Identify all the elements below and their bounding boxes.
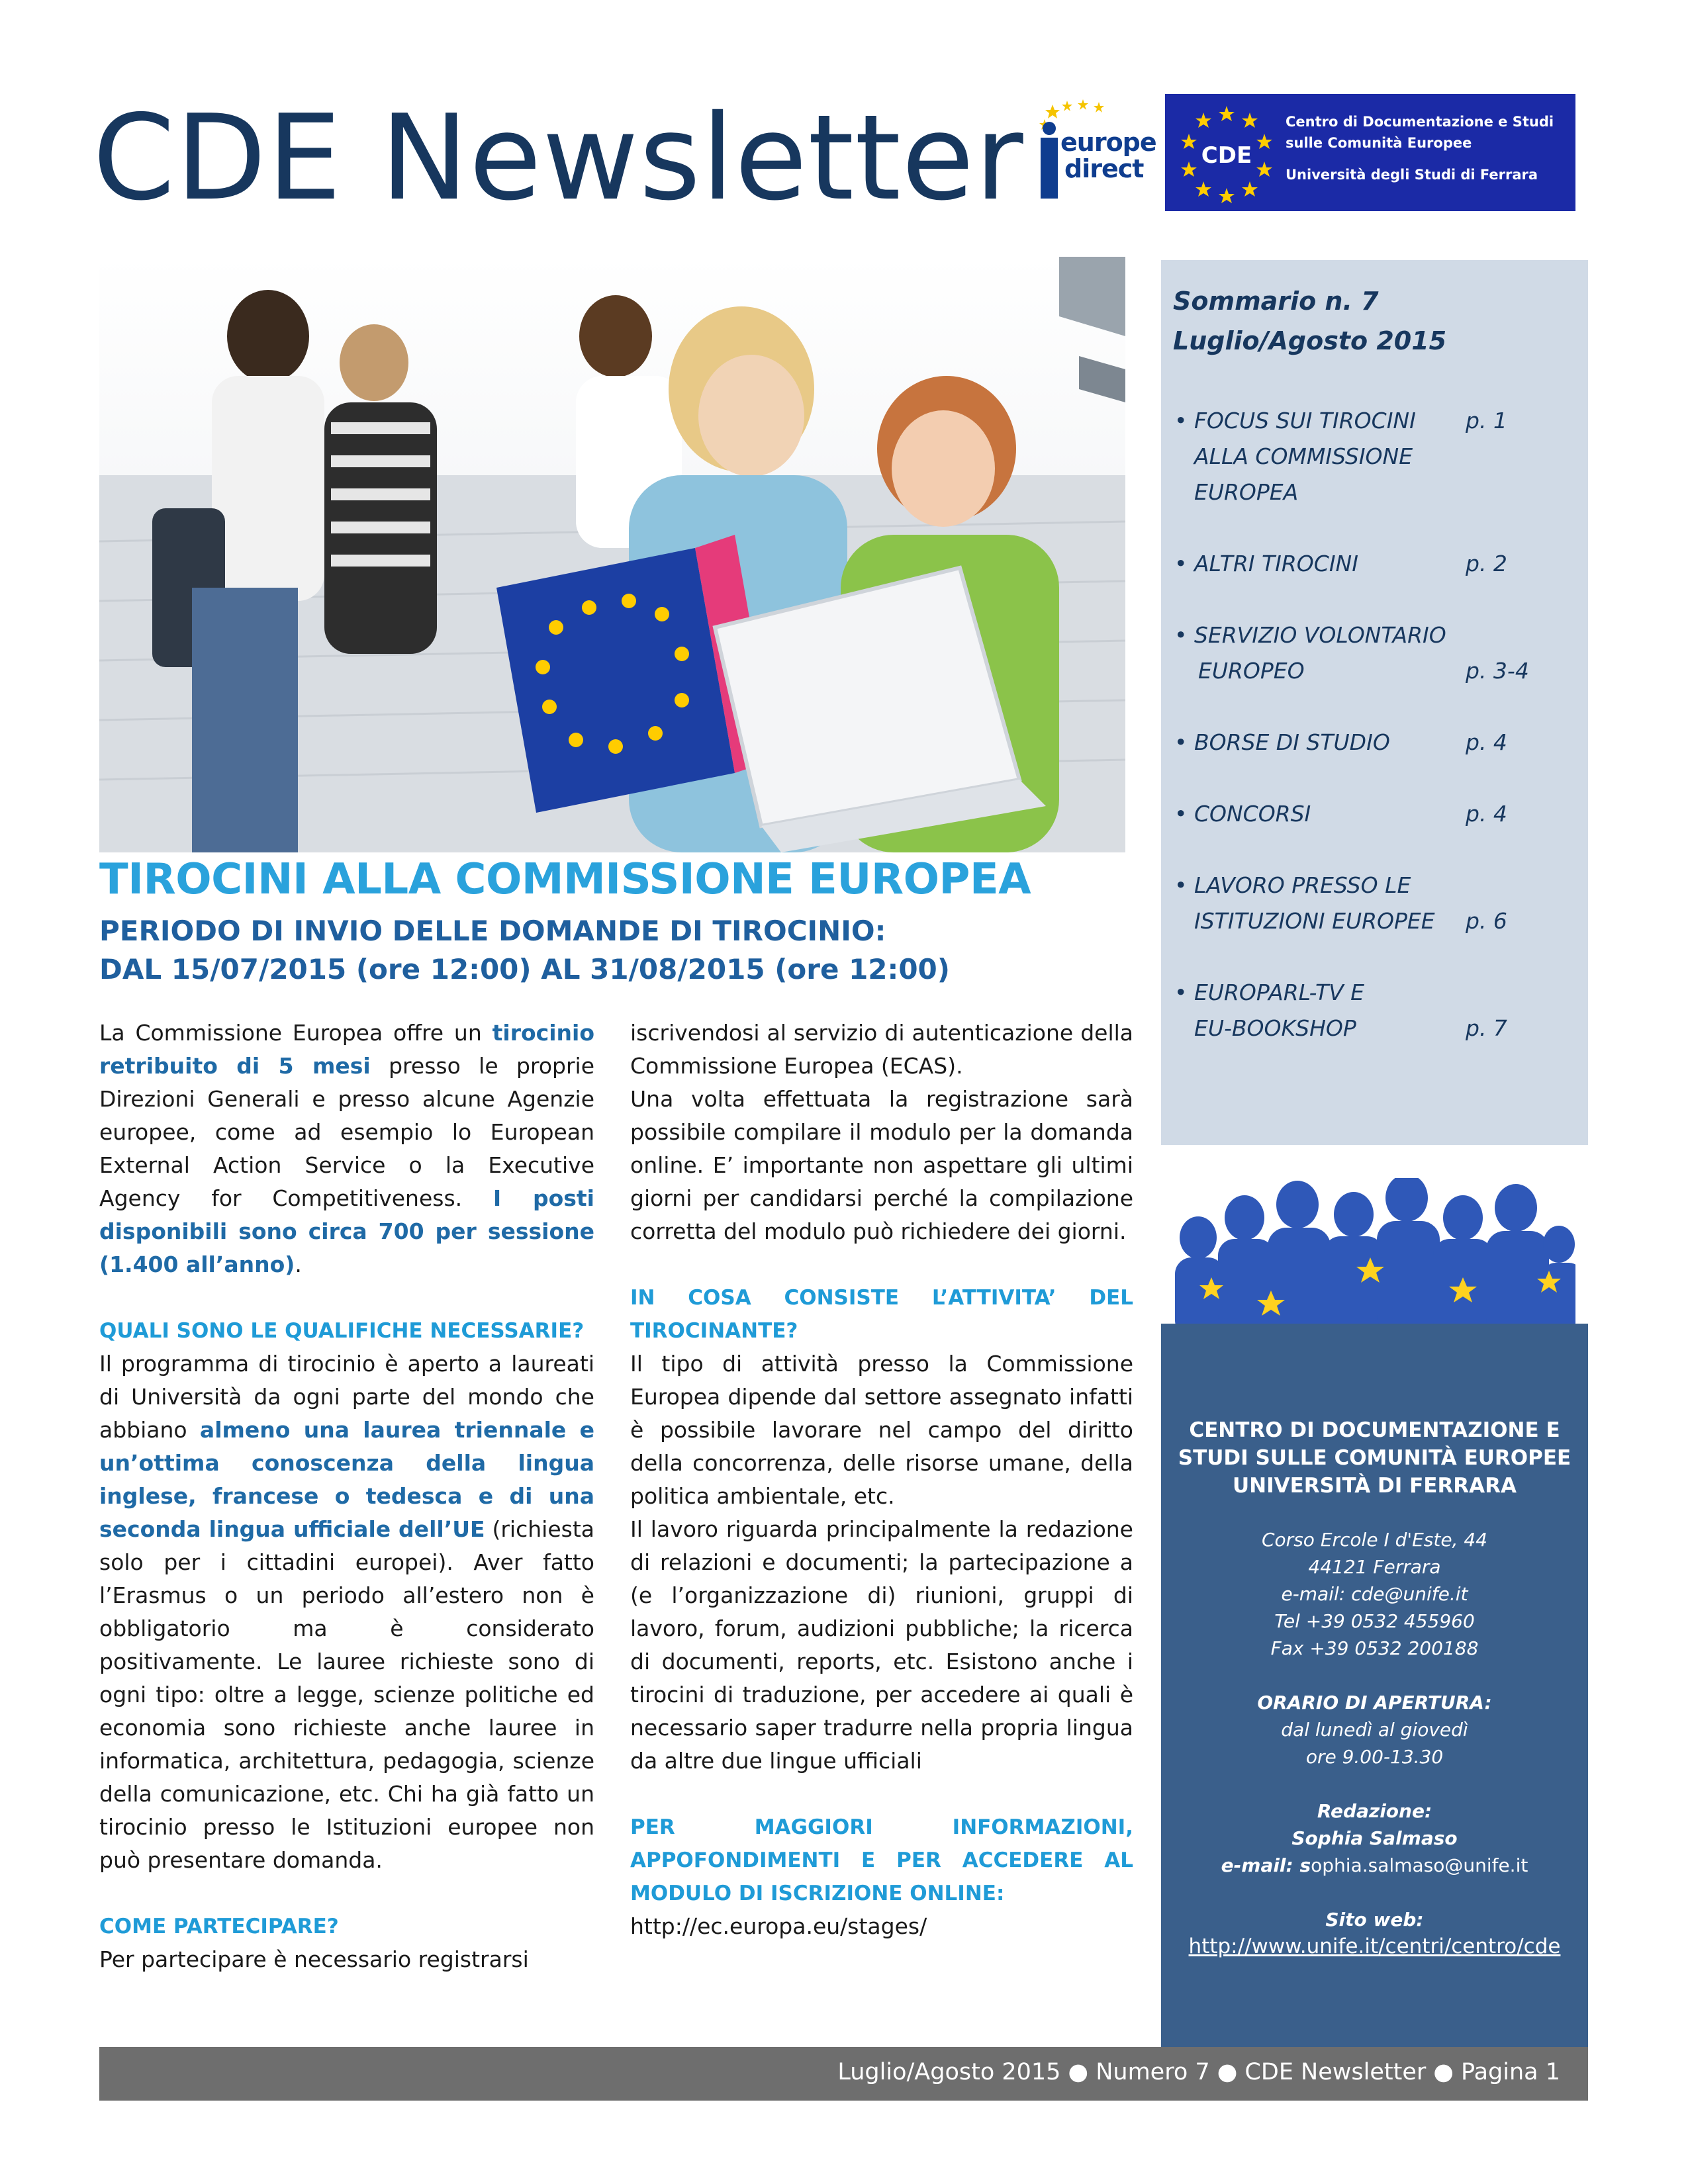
- text-run: (richiesta solo per i cittadini europei). Aver fatto l’Erasmus o un periodo all’estero non è obbligatorio ma è considerato positivamente. Le lauree richieste sono di ogni tipo: oltre a legge, scienze politiche ed economia sono richieste anche lauree in informatica, architettura, pedagogia, scienze della comunicazione, etc. Chi ha già fatto un tirocinio presso le Istituzioni europee non può presentare domanda.: [99, 1516, 594, 1873]
- article-subtitle-2: DAL 15/07/2015 (ore 12:00) AL 31/08/2015 (ore 12:00): [99, 953, 950, 985]
- contact-email[interactable]: e-mail: cde@unife.it: [1281, 1583, 1468, 1605]
- highlight-text: almeno una laurea triennale e un’ottima conoscenza della lingua inglese, francese o tedesca e di una seconda lingua ufficiale dell’UE: [99, 1417, 594, 1542]
- hours-label: ORARIO DI APERTURA:: [1257, 1692, 1492, 1713]
- article-column-right: [630, 1017, 1133, 1943]
- stages-link[interactable]: http://ec.europa.eu/stages/: [630, 1913, 927, 1939]
- right-paragraph-3: Il tipo di attività presso la Commissione Europea dipende dal settore assegnato infatti è possibile lavorare nel campo del diritto della concorrenza, delle risorse umane, della politica ambientale, etc.: [630, 1351, 1133, 1509]
- contact-org-line2: STUDI SULLE COMUNITÀ EUROPEE: [1178, 1446, 1571, 1470]
- contact-panel: [1161, 1324, 1588, 2047]
- summary-item-page: p. 6: [1466, 908, 1507, 934]
- text-run: presso le proprie Direzioni Generali e presso alcune Agenzie europee, come ad esempio lo European External Action Service o la Executive Agency for Competitiveness.: [99, 1053, 594, 1211]
- newsletter-title: CDE Newsletter: [93, 89, 1024, 226]
- editor-email-label: e-mail: s: [1221, 1854, 1311, 1876]
- editor-name: Sophia Salmaso: [1291, 1827, 1458, 1849]
- contact-org-line1: CENTRO DI DOCUMENTAZIONE E: [1189, 1418, 1560, 1442]
- right-paragraph-2: Una volta effettuata la registrazione sarà possibile compilare il modulo per la domanda online. E’ importante non aspettare gli ultimi giorni per candidarsi perché la compilazione corretta del modulo può richiedere dei giorni.: [630, 1086, 1133, 1244]
- cde-banner-line1: Centro di Documentazione e Studi: [1286, 114, 1554, 130]
- summary-panel: [1161, 260, 1588, 1145]
- summary-item-servizio-volontario[interactable]: [1174, 617, 1571, 689]
- summary-item-line: • FOCUS SUI TIROCINI: [1174, 408, 1416, 433]
- article-subtitle-1: PERIODO DI INVIO DELLE DOMANDE DI TIROCINIO:: [99, 915, 886, 947]
- summary-item-altri-tirocini[interactable]: [1174, 546, 1571, 582]
- summary-item-lavoro[interactable]: [1174, 868, 1571, 939]
- summary-item-page: p. 7: [1466, 1015, 1507, 1041]
- europe-direct-logo: [1038, 99, 1158, 205]
- left-paragraph-3: Per partecipare è necessario registrarsi: [99, 1946, 529, 1972]
- text-run: La Commissione Europea offre un: [99, 1020, 492, 1046]
- summary-item-line: ALLA COMMISSIONE: [1194, 443, 1413, 469]
- cde-banner-line2: sulle Comunità Europee: [1286, 135, 1472, 151]
- hero-photo-students: [99, 257, 1125, 852]
- summary-item-focus[interactable]: [1174, 403, 1571, 510]
- summary-item-line: • SERVIZIO VOLONTARIO: [1174, 622, 1446, 648]
- summary-item-page: p. 4: [1466, 801, 1507, 827]
- summary-item-page: p. 4: [1466, 729, 1507, 755]
- contact-address1: Corso Ercole I d'Este, 44: [1262, 1529, 1487, 1551]
- cde-banner-logo: [1165, 94, 1575, 211]
- summary-item-line: ISTITUZIONI EUROPEE: [1194, 908, 1435, 934]
- editor-email[interactable]: [1161, 1852, 1588, 1879]
- summary-item-line: • EUROPARL-TV E: [1174, 979, 1365, 1005]
- article-column-left: [99, 1017, 594, 1976]
- highlight-text: tirocinio retribuito di 5 mesi: [99, 1020, 594, 1079]
- contact-address2: 44121 Ferrara: [1308, 1556, 1441, 1578]
- contact-fax: Fax +39 0532 200188: [1270, 1637, 1479, 1659]
- contact-org-line3: UNIVERSITÀ DI FERRARA: [1232, 1474, 1517, 1498]
- eu-crowd-image: [1172, 1178, 1575, 1330]
- left-paragraph-2: [99, 1347, 594, 1877]
- summary-item-line: EUROPEO: [1198, 658, 1305, 684]
- europe-direct-word2: direct: [1064, 154, 1144, 183]
- summary-item-line: • BORSE DI STUDIO: [1174, 729, 1390, 755]
- website-link[interactable]: http://www.unife.it/centri/centro/cde: [1188, 1934, 1561, 1958]
- summary-date: Luglio/Agosto 2015: [1173, 326, 1447, 355]
- summary-item-line: EUROPEA: [1194, 479, 1299, 505]
- summary-item-europarl[interactable]: [1174, 975, 1571, 1046]
- cde-mark-text: CDE: [1201, 142, 1252, 169]
- highlight-text: I posti disponibili sono circa 700 per sessione (1.400 all’anno): [99, 1185, 594, 1277]
- summary-item-borse[interactable]: [1174, 725, 1571, 760]
- summary-title: Sommario n. 7: [1173, 287, 1379, 316]
- europe-direct-word1: europe: [1060, 128, 1156, 157]
- summary-item-line: • LAVORO PRESSO LE: [1174, 872, 1411, 898]
- summary-item-line: • ALTRI TIROCINI: [1174, 551, 1358, 576]
- right-subheading-attivita: IN COSA CONSISTE L’ATTIVITA’ DEL TIROCINANTE?: [630, 1286, 1133, 1343]
- left-subheading-qualifiche: QUALI SONO LE QUALIFICHE NECESSARIE?: [99, 1319, 585, 1343]
- right-paragraph-4: Il lavoro riguarda principalmente la redazione di relazioni e documenti; la partecipazione a (e l’organizzazione di) riunioni, gruppi di lavoro, forum, audizioni pubbliche; la ricerca di documenti, reports, etc. Esistono anche i tirocini di traduzione, per accedere ai quali è necessario saper tradurre nella propria lingua da altre due lingue ufficiali: [630, 1516, 1133, 1774]
- summary-item-line: • CONCORSI: [1174, 801, 1311, 827]
- editorial-label: Redazione:: [1317, 1800, 1432, 1822]
- article-title: TIROCINI ALLA COMMISSIONE EUROPEA: [99, 855, 1031, 904]
- left-subheading-partecipare: COME PARTECIPARE?: [99, 1915, 339, 1938]
- hours-time: ore 9.00-13.30: [1305, 1746, 1444, 1768]
- footer-bar: [99, 2047, 1588, 2101]
- right-subheading-informazioni: PER MAGGIORI INFORMAZIONI, APPOFONDIMENTI E PER ACCEDERE AL MODULO DI ISCRIZIONE ONLINE:: [630, 1815, 1133, 1905]
- left-paragraph-1: [99, 1017, 594, 1281]
- hours-days: dal lunedì al giovedì: [1281, 1719, 1468, 1741]
- editor-email-address: ophia.salmaso@unife.it: [1311, 1854, 1528, 1876]
- text-run: Il programma di tirocinio è aperto a laureati di Università da ogni parte del mondo che abbiano: [99, 1351, 594, 1443]
- website-label: Sito web:: [1325, 1909, 1424, 1931]
- text-run: .: [295, 1251, 302, 1277]
- eu-stars-logo-icon: [1177, 101, 1276, 205]
- summary-item-line: EU-BOOKSHOP: [1194, 1015, 1356, 1041]
- contact-tel: Tel +39 0532 455960: [1274, 1610, 1475, 1632]
- summary-item-page: p. 2: [1466, 551, 1507, 576]
- summary-item-page: p. 1: [1466, 408, 1507, 433]
- summary-item-page: p. 3-4: [1466, 658, 1529, 684]
- cde-banner-line3: Università degli Studi di Ferrara: [1286, 167, 1538, 183]
- summary-item-concorsi[interactable]: [1174, 796, 1571, 832]
- right-paragraph-1: iscrivendosi al servizio di autenticazione della Commissione Europea (ECAS).: [630, 1020, 1133, 1079]
- footer-text: Luglio/Agosto 2015 ● Numero 7 ● CDE Newsletter ● Pagina 1: [837, 2059, 1560, 2085]
